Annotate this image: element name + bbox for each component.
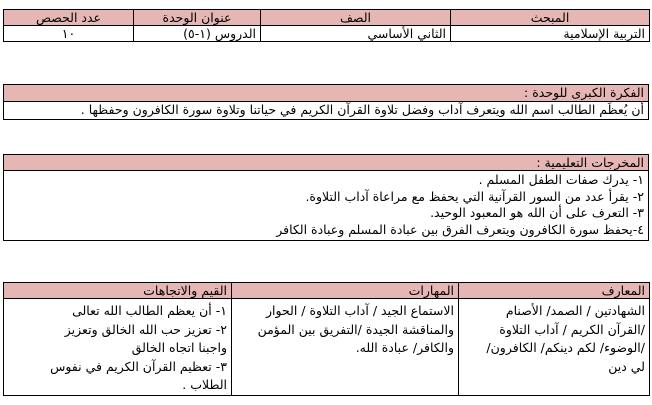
values-line: ٢- تعزيز حب الله الخالق وتعزيز (64, 321, 227, 337)
header-knowledge: المعارف (459, 283, 650, 299)
value-lesson-count: ١٠ (4, 26, 134, 42)
big-idea-title: الفكرة الكبرى للوحدة : (4, 85, 649, 102)
big-idea-table (3, 84, 649, 120)
outcome-item: ١- يدرك صفات الطفل المسلم . (478, 172, 644, 187)
outcome-item: ٣- التعرف على أن الله هو المعبود الوحيد. (430, 205, 644, 220)
outcomes-table (3, 154, 649, 241)
outcome-item: ٢- يقرأ عدد من السور القرآنية التي يحفظ مع مراعاة آداب التلاوة. (305, 188, 644, 204)
values-cell (4, 299, 232, 396)
big-idea-text: أن يُعظِّم الطالب اسم الله ويتعرف آداب وفضل تلاوة القرآن الكريم في حياتنا وتلاوة سورة الكافرون وحفظها . (4, 102, 649, 120)
value-subject: التربية الإسلامية (451, 26, 650, 42)
header-unit-title: عنوان الوحدة (134, 10, 261, 26)
header-grade: الصف (261, 10, 451, 26)
outcome-item: ٤-يحفظ سورة الكافرون ويتعرف الفرق بين عبادة المسلم وعبادة الكافر (276, 221, 644, 237)
knowledge-line: الشهادتين / الصمد/ الأصنام (505, 303, 645, 318)
outcomes-title: المخرجات التعليمية : (4, 155, 649, 171)
knowledge-line: /القرآن الكريم / آداب التلاوة (499, 321, 645, 337)
values-line: ٣- تعظيم القرآن الكريم في نفوس (50, 358, 227, 374)
unit-info-table (3, 9, 650, 42)
header-skills: المهارات (232, 283, 459, 299)
values-line: الطلاب . (182, 377, 227, 392)
value-unit-title: الدروس (١-٥) (134, 26, 261, 42)
skills-line: الاستماع الجيد / آداب التلاوة / الحوار (266, 303, 454, 318)
knowledge-cell (459, 299, 650, 396)
values-line: ١- أن يعظم الطالب الله تعالى (72, 303, 227, 318)
values-line: واجبنا اتجاه الخالق (131, 340, 227, 355)
header-subject: المبحث (451, 10, 650, 26)
knowledge-line: /الوضوء/ لكم دينكم/ الكافرون/ (486, 340, 645, 355)
knowledge-line: لي دين (608, 358, 645, 374)
skills-line: والكافر/ عبادة الله. (355, 340, 454, 355)
header-lesson-count: عدد الحصص (4, 10, 134, 26)
value-grade: الثاني الأساسي (261, 26, 451, 42)
knowledge-skills-values-table (3, 282, 650, 396)
outcomes-list (4, 171, 649, 241)
skills-line: والمناقشة الجيدة /التفريق بين المؤمن (257, 321, 454, 337)
header-values: القيم والاتجاهات (4, 283, 232, 299)
skills-cell (232, 299, 459, 396)
